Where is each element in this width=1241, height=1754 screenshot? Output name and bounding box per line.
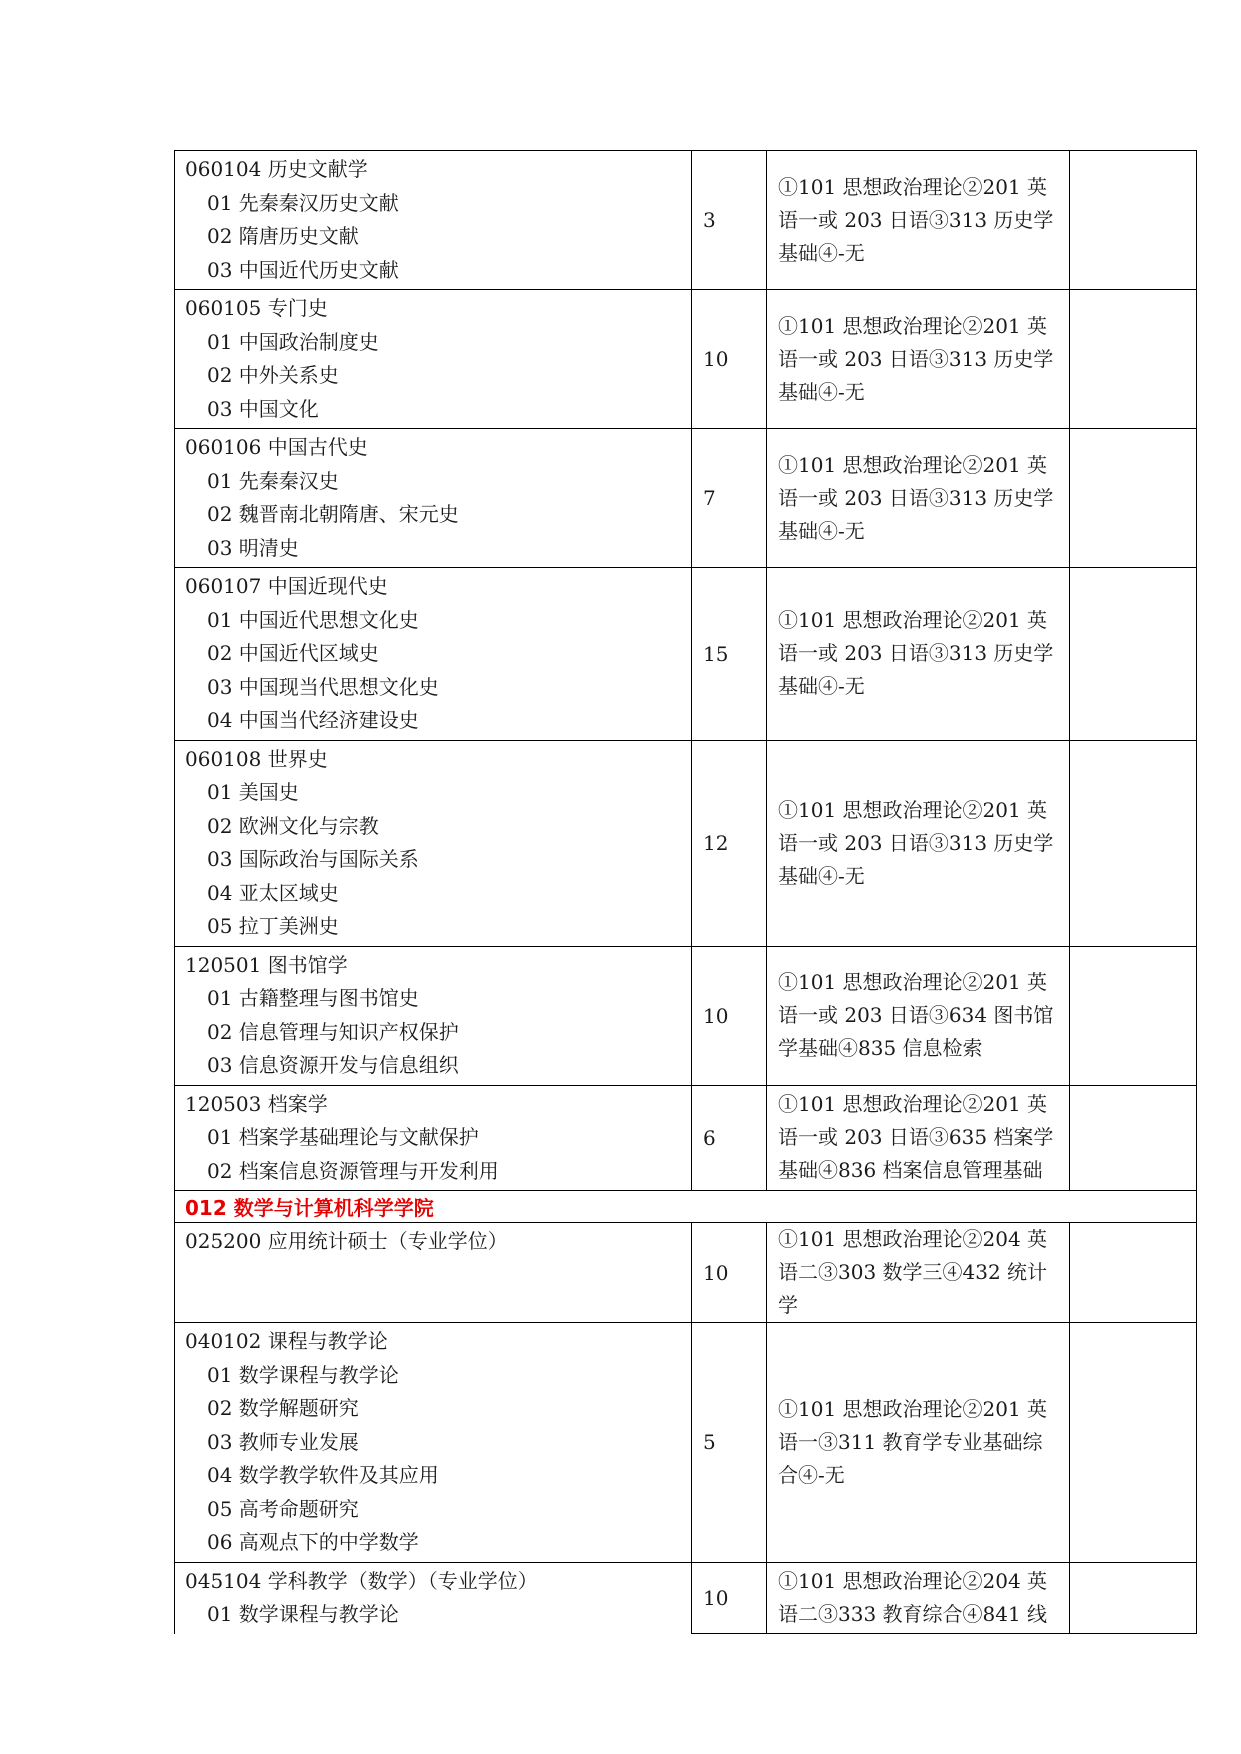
quota-cell: [692, 151, 767, 290]
major-cell: [175, 429, 692, 568]
research-direction: 04 数学教学软件及其应用: [207, 1463, 439, 1487]
quota-cell: [692, 740, 767, 946]
exam-subjects-cell: [767, 946, 1070, 1085]
table-row: [175, 1223, 1197, 1323]
admissions-table: [174, 150, 1197, 1634]
research-direction: 03 中国文化: [207, 396, 319, 421]
table-row: [175, 946, 1197, 1085]
exam-subjects-cell: [767, 429, 1070, 568]
major-name: 中国近现代史: [267, 574, 388, 598]
research-direction: 01 先秦秦汉史: [207, 468, 339, 493]
major-cell: [175, 1323, 692, 1563]
quota-cell: [692, 568, 767, 741]
exam-subjects: ①101 思想政治理论②204 英语二③303 数学三④432 统计学: [778, 1227, 1048, 1317]
exam-subjects-cell: [767, 1085, 1070, 1191]
research-direction: 01 古籍整理与图书馆史: [207, 986, 419, 1010]
major-code: 040102: [185, 1329, 262, 1353]
major-name: 世界史: [267, 746, 328, 771]
research-direction: 01 美国史: [207, 780, 299, 804]
major-title: [185, 743, 687, 777]
exam-subjects: ①101 思想政治理论②201 英语一或 203 日语③313 历史学基础④-无: [778, 174, 1054, 265]
major-name: 历史文献学: [267, 157, 368, 181]
research-direction: 05 高考命题研究: [207, 1496, 359, 1521]
major-title: [185, 1565, 687, 1599]
research-direction: 05 拉丁美洲史: [207, 914, 339, 938]
research-direction: 01 先秦秦汉历史文献: [207, 190, 399, 215]
research-direction: 03 明清史: [207, 535, 299, 560]
major-cell: [175, 151, 692, 290]
research-direction: 01 数学课程与教学论: [207, 1362, 399, 1387]
remarks-cell: [1070, 568, 1197, 741]
major-code: 060108: [185, 746, 262, 771]
major-code: 060105: [185, 296, 262, 320]
research-direction: 02 欧洲文化与宗教: [207, 813, 379, 838]
remarks-cell: [1070, 151, 1197, 290]
exam-subjects-cell: [767, 568, 1070, 741]
major-cell: [175, 740, 692, 946]
table-row: [175, 151, 1197, 290]
exam-subjects-cell: [767, 1562, 1070, 1634]
major-title: [185, 1225, 687, 1259]
enrollment-quota: 10: [703, 1585, 729, 1610]
major-title: [185, 292, 687, 326]
major-code: 025200: [185, 1229, 262, 1253]
enrollment-quota: 6: [703, 1125, 716, 1150]
major-name: 学科教学（数学）（专业学位）: [267, 1568, 538, 1593]
remarks-cell: [1070, 1085, 1197, 1191]
major-code: 120503: [185, 1091, 262, 1116]
exam-subjects-cell: [767, 290, 1070, 429]
research-direction: 02 中国近代区域史: [207, 641, 379, 665]
research-direction: 03 中国现当代思想文化史: [207, 674, 439, 699]
exam-subjects-cell: [767, 1323, 1070, 1563]
exam-subjects: ①101 思想政治理论②201 英语一或 203 日语③313 历史学基础④-无: [778, 608, 1054, 699]
quota-cell: [692, 1085, 767, 1191]
table-row: [175, 1323, 1197, 1563]
major-cell: [175, 946, 692, 1085]
exam-subjects: ①101 思想政治理论②204 英语二③333 教育综合④841 线: [778, 1568, 1048, 1626]
research-direction: 01 数学课程与教学论: [207, 1602, 399, 1626]
exam-subjects-cell: [767, 1223, 1070, 1323]
remarks-cell: [1070, 1223, 1197, 1323]
major-title: [185, 570, 687, 604]
major-title: [185, 431, 687, 465]
major-cell: [175, 290, 692, 429]
major-code: 045104: [185, 1568, 262, 1593]
remarks-cell: [1070, 290, 1197, 429]
research-direction: 03 国际政治与国际关系: [207, 847, 419, 871]
quota-cell: [692, 1323, 767, 1563]
research-direction: 02 数学解题研究: [207, 1396, 359, 1420]
exam-subjects: ①101 思想政治理论②201 英语一③311 教育学专业基础综合④-无: [778, 1396, 1048, 1487]
table-row: [175, 429, 1197, 568]
research-direction: 01 中国近代思想文化史: [207, 607, 419, 632]
major-name: 应用统计硕士（专业学位）: [267, 1229, 508, 1253]
remarks-cell: [1070, 1323, 1197, 1563]
major-name: 专门史: [267, 296, 328, 320]
major-code: 060106: [185, 435, 262, 459]
enrollment-quota: 10: [703, 347, 729, 371]
enrollment-quota: 15: [703, 641, 729, 666]
major-cell: [175, 1085, 692, 1191]
table-row: [175, 568, 1197, 741]
exam-subjects-cell: [767, 740, 1070, 946]
major-code: 060107: [185, 574, 262, 598]
research-direction: 04 亚太区域史: [207, 880, 339, 905]
research-direction: 03 教师专业发展: [207, 1429, 359, 1454]
major-code: 120501: [185, 952, 262, 977]
major-name: 课程与教学论: [267, 1329, 388, 1353]
table-body: [175, 151, 1197, 1634]
exam-subjects: ①101 思想政治理论②201 英语一或 203 日语③313 历史学基础④-无: [778, 797, 1054, 888]
college-header-cell: [175, 1191, 1197, 1223]
enrollment-quota: 12: [703, 831, 729, 855]
table-row: [175, 1562, 1197, 1634]
major-code: 060104: [185, 157, 262, 181]
enrollment-quota: 5: [703, 1430, 716, 1455]
college-name: 012 数学与计算机科学学院: [185, 1196, 434, 1220]
research-direction: 02 中外关系史: [207, 363, 339, 387]
major-title: [185, 1088, 687, 1122]
quota-cell: [692, 1562, 767, 1634]
exam-subjects-cell: [767, 151, 1070, 290]
exam-subjects: ①101 思想政治理论②201 英语一或 203 日语③313 历史学基础④-无: [778, 452, 1054, 543]
major-name: 档案学: [267, 1091, 328, 1116]
exam-subjects: ①101 思想政治理论②201 英语一或 203 日语③634 图书馆学基础④835 信息检索: [778, 970, 1054, 1060]
research-direction: 02 信息管理与知识产权保护: [207, 1019, 459, 1044]
enrollment-quota: 10: [703, 1260, 729, 1285]
research-direction: 01 中国政治制度史: [207, 329, 379, 354]
enrollment-quota: 10: [703, 1003, 729, 1028]
research-direction: 04 中国当代经济建设史: [207, 708, 419, 732]
major-cell: [175, 568, 692, 741]
research-direction: 01 档案学基础理论与文献保护: [207, 1125, 479, 1149]
research-direction: 03 中国近代历史文献: [207, 257, 399, 282]
major-name: 图书馆学: [267, 952, 348, 977]
major-title: [185, 949, 687, 983]
enrollment-quota: 7: [703, 486, 716, 510]
remarks-cell: [1070, 946, 1197, 1085]
quota-cell: [692, 429, 767, 568]
research-direction: 02 档案信息资源管理与开发利用: [207, 1158, 499, 1183]
major-name: 中国古代史: [267, 435, 368, 459]
college-header-row: [175, 1191, 1197, 1223]
table-row: [175, 740, 1197, 946]
remarks-cell: [1070, 1562, 1197, 1634]
research-direction: 02 隋唐历史文献: [207, 224, 359, 248]
exam-subjects: ①101 思想政治理论②201 英语一或 203 日语③635 档案学基础④836 档案信息管理基础: [778, 1092, 1054, 1183]
research-direction: 03 信息资源开发与信息组织: [207, 1053, 459, 1077]
major-title: [185, 1325, 687, 1359]
quota-cell: [692, 946, 767, 1085]
remarks-cell: [1070, 740, 1197, 946]
exam-subjects: ①101 思想政治理论②201 英语一或 203 日语③313 历史学基础④-无: [778, 313, 1054, 404]
major-cell: [175, 1562, 692, 1634]
major-cell: [175, 1223, 692, 1323]
quota-cell: [692, 290, 767, 429]
table-row: [175, 290, 1197, 429]
major-title: [185, 153, 687, 187]
remarks-cell: [1070, 429, 1197, 568]
table-row: [175, 1085, 1197, 1191]
research-direction: 02 魏晋南北朝隋唐、宋元史: [207, 502, 459, 526]
research-direction: 06 高观点下的中学数学: [207, 1530, 419, 1554]
quota-cell: [692, 1223, 767, 1323]
enrollment-quota: 3: [703, 208, 716, 232]
